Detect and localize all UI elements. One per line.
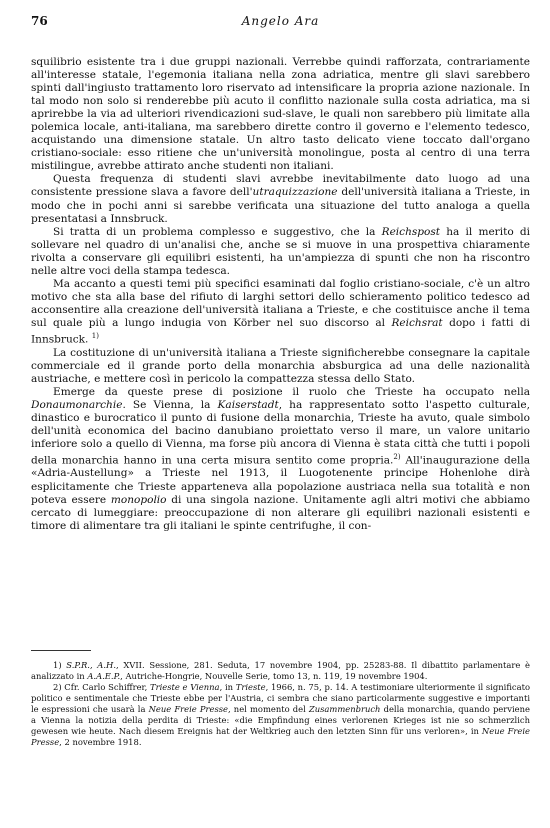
paragraph-text: , ha rappresentato sotto l'aspetto culturale, dinastico e burocratico il punto di fusione della monarchia, Trieste ha avuto, quale simbolo dell'unità economica del bacino danubiano proiettato verso il mare, un valore unitario inferiore solo a quello di Vienna, ma forse più ancora di Vienna è stata città che tutti i popoli della monarchia hanno in una certa misura sentito come propria. (31, 398, 531, 467)
footnote-text: 1) (53, 660, 67, 670)
paragraph-text: ha il merito di sollevare nel quadro di un'analisi che, anche se si muove in una prospettiva chiaramente rivolta a conservare gli equilibri esistenti, ha un'ampiezza di spunti che non ha riscontro nelle altre voci della stampa tedesca. (31, 225, 531, 277)
italic-term: utraquizzazione (252, 186, 338, 199)
footnote-divider (31, 650, 91, 651)
italic-term: Reichsrat (391, 316, 443, 329)
paragraph (31, 386, 530, 533)
footnote-text: 2) Cfr. Carlo Schiffrer, (53, 682, 150, 692)
italic-term: Trieste e Vienna (150, 682, 220, 692)
paragraph-text: All'inaugurazione della «Adria-Austellung» a Trieste nel 1913, il Luogotenente principe Hohenlohe dirà esplicitamente che Trieste apparteneva alla popolazione austriaca nella sua totalità e non poteva essere (31, 454, 531, 506)
page-number: 76 (31, 14, 48, 28)
italic-term: S.P.R., A.H. (66, 660, 116, 670)
main-text (31, 56, 530, 533)
paragraph-text: . Se Vienna, la (122, 398, 218, 411)
paragraph-text: dopo i fatti di Innsbruck. (31, 316, 530, 346)
italic-term: A.A.E.P. (87, 671, 121, 681)
paragraph-text: Questa frequenza di studenti slavi avrebbe inevitabilmente dato luogo ad una consistente pressione slava a favore dell' (31, 173, 530, 199)
footnote-text: , Autriche-Hongrie, Nouvelle Serie, tomo 13, n. 119, 19 novembre 1904. (120, 671, 428, 681)
italic-term: Neue Freie Presse (148, 704, 229, 714)
italic-term: Kaiserstadt (217, 398, 279, 411)
footnote-text: , 1966, n. 75, p. 14. A testimoniare ulteriormente il significato politico e sentimentale che Trieste ebbe per l'Austria, ci sembra che siano particolarmente suggestive e importanti le espressioni che usarà la (31, 682, 531, 714)
paragraph (31, 173, 530, 225)
page-header (31, 14, 530, 30)
footnote-text: , 2 novembre 1918. (59, 737, 142, 747)
paragraph (31, 278, 530, 347)
italic-term: Trieste (235, 682, 266, 692)
footnote (31, 682, 530, 748)
paragraph-text: dell'università italiana a Trieste, in modo che in pochi anni si sarebbe verificata una situazione del tutto analoga a quella presentatasi a Innsbruck. (31, 186, 530, 225)
footnote-text: , in (219, 682, 236, 692)
paragraph-text: Emerge da queste prese di posizione il ruolo che Trieste ha occupato nella (53, 385, 530, 398)
paragraph-text: La costituzione di un'università italiana a Trieste significherebbe consegnare la capitale commerciale ed il grande porto della monarchia absburgica ad una delle nazionalità austriache, e mettere così in pericolo la compattezza stessa dello Stato. (31, 346, 530, 385)
paragraph-text: di una singola nazione. Unitamente agli altri motivi che abbiamo cercato di lumeggiare: preoccupazione di non alterare gli equilibri nazionali esistenti e timore di alimentare tra gli italiani le spinte centrifughe, il con- (31, 493, 530, 532)
footnote-ref: 2) (393, 452, 401, 461)
italic-term: Donaumonarchie (31, 398, 123, 411)
footnote-text: della monarchia, quando perviene a Vienna la notizia della perdita di Trieste: «die Empfindung eines verlorenen Krieges ist nie so schmerzlich gewesen wie heute. Nach diesem Ereignis hat der Weltkrieg auch den letzten Sinn für uns verloren», in (31, 704, 530, 736)
paragraph-text: Ma accanto a questi temi più specifici esaminati dal foglio cristiano-sociale, c'è un altro motivo che sta alla base del rifiuto di larghi settori dello schieramento politico tedesco ad acconsentire alla creazione dell'università italiana a Trieste, e che costituisce anche il tema sul quale più a lungo indugia von Körber nel suo discorso al (31, 277, 530, 329)
footnote (31, 660, 530, 682)
footnote-text: , nel momento del (228, 704, 309, 714)
footnote-text: , XVII. Sessione, 281. Seduta, 17 novembre 1904, pp. 25283-88. Il dibattito parlamentare è analizzato in (31, 660, 531, 681)
paragraph-text: squilibrio esistente tra i due gruppi nazionali. Verrebbe quindi rafforzata, contrariamente all'interesse statale, l'egemonia italiana nella zona adriatica, mentre gli slavi sarebbero spinti dall'ingiusto trattamento loro riservato ad intensificare la propria azione nazionale. In tal modo non solo si renderebbe più acuto il conflitto nazionale sulla costa adriatica, ma si aprirebbe la via ad ulteriori rivendicazioni sud-slave, le quali non sarebbero più limitate alla polemica locale, anti-italiana, ma sarebbero dirette contro il governo e l'elemento tedesco, acquistando una dimensione statale. Un altro tasto delicato viene toccato dall'organo cristiano-sociale: esso ritiene che un'università monolingue, posta al centro di una terra mistilingue, avrebbe attirato anche studenti non italiani. (31, 56, 530, 173)
paragraph (31, 56, 530, 173)
italic-term: monopolio (110, 493, 167, 506)
italic-term: Zusammenbruch (308, 704, 381, 714)
footnotes (31, 660, 530, 748)
footnote-ref: 1) (91, 331, 99, 340)
italic-term: Reichspost (381, 225, 441, 238)
running-head: Angelo Ara (241, 14, 320, 28)
paragraph-text: Si tratta di un problema complesso e suggestivo, che la (53, 225, 382, 238)
italic-term: Neue Freie Presse (31, 726, 530, 747)
paragraph (31, 347, 530, 386)
paragraph (31, 226, 530, 278)
